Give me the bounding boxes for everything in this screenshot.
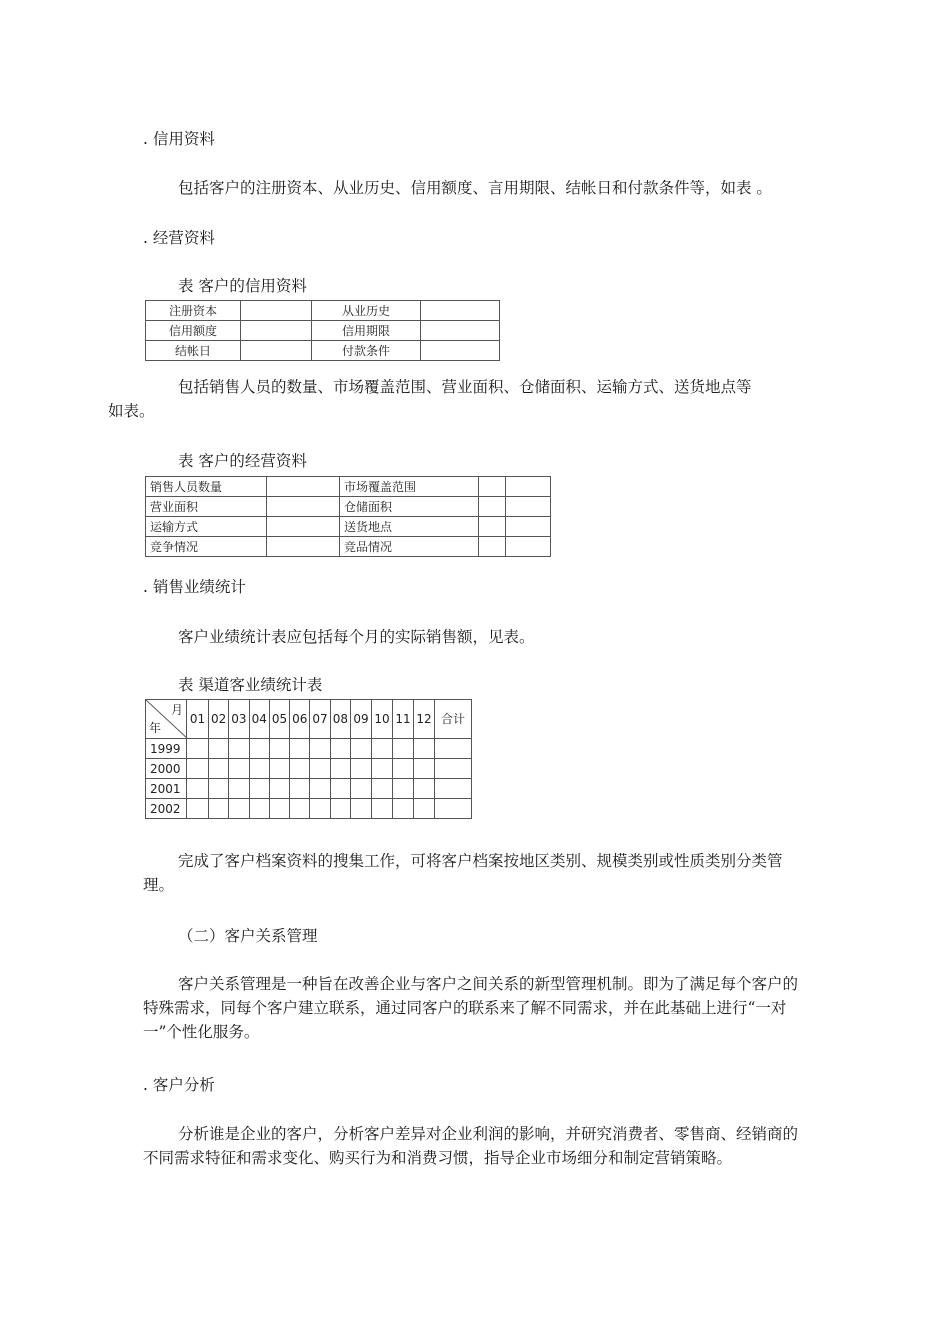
table-cell: 结帐日 xyxy=(146,341,241,361)
table-cell xyxy=(310,779,330,799)
operations-heading: . 经营资料 xyxy=(143,229,215,247)
table-cell xyxy=(413,779,434,799)
table-cell xyxy=(479,497,506,517)
table-cell xyxy=(392,759,413,779)
table-cell: 销售人员数量 xyxy=(146,477,267,497)
analysis-paragraph: 分析谁是企业的客户，分析客户差异对企业利润的影响，并研究消费者、零售商、经销商的不同需求特征和需求变化、购买行为和消费习惯，指导企业市场细分和制定营销策略。 xyxy=(143,1125,799,1167)
archive-paragraph: 完成了客户档案资料的搜集工作，可将客户档案按地区类别、规模类别或性质类别分类管理。 xyxy=(143,852,783,894)
operations-paragraph xyxy=(108,375,811,423)
table-cell xyxy=(371,779,392,799)
table-cell xyxy=(310,739,330,759)
table-cell xyxy=(249,739,269,759)
table-cell xyxy=(479,517,506,537)
table-cell xyxy=(413,739,434,759)
table-cell xyxy=(269,759,289,779)
table-cell xyxy=(241,301,312,321)
table-cell xyxy=(187,779,209,799)
table-cell xyxy=(479,537,506,557)
table-cell xyxy=(392,779,413,799)
sales-heading: . 销售业绩统计 xyxy=(143,578,246,596)
table-cell: 送货地点 xyxy=(340,517,479,537)
operations-paragraph-line2: 如表。 xyxy=(108,402,155,420)
table-cell xyxy=(350,799,371,819)
year-cell: 2000 xyxy=(146,759,187,779)
table-cell xyxy=(290,799,310,819)
table-cell xyxy=(506,477,551,497)
table-cell xyxy=(249,759,269,779)
table-row xyxy=(146,301,500,321)
table-cell: 竞品情况 xyxy=(340,537,479,557)
table-cell xyxy=(371,799,392,819)
month-header-cell: 01 xyxy=(187,700,209,739)
table-cell xyxy=(350,759,371,779)
table-row xyxy=(146,497,551,517)
table-cell xyxy=(229,799,249,819)
operations-table-caption: 表 客户的经营资料 xyxy=(178,452,307,470)
table-cell xyxy=(330,759,350,779)
table-cell xyxy=(249,779,269,799)
credit-table-caption: 表 客户的信用资料 xyxy=(178,277,307,295)
month-header-cell: 10 xyxy=(371,700,392,739)
sales-table-caption: 表 渠道客业绩统计表 xyxy=(178,676,323,694)
table-cell xyxy=(209,739,229,759)
table-row xyxy=(146,537,551,557)
table-cell xyxy=(506,497,551,517)
table-cell xyxy=(249,799,269,819)
table-cell xyxy=(187,799,209,819)
month-header-cell: 05 xyxy=(269,700,289,739)
table-cell xyxy=(310,759,330,779)
table-cell xyxy=(421,301,500,321)
table-cell xyxy=(506,537,551,557)
table-cell xyxy=(241,341,312,361)
table-cell xyxy=(229,759,249,779)
table-row xyxy=(146,321,500,341)
table-cell xyxy=(421,341,500,361)
table-cell xyxy=(267,537,340,557)
month-header-cell: 07 xyxy=(310,700,330,739)
month-header-cell: 09 xyxy=(350,700,371,739)
year-cell: 1999 xyxy=(146,739,187,759)
table-cell xyxy=(371,759,392,779)
month-header-cell: 03 xyxy=(229,700,249,739)
table-row xyxy=(146,341,500,361)
table-cell xyxy=(187,759,209,779)
table-cell xyxy=(290,739,310,759)
table-cell xyxy=(392,739,413,759)
month-header-cell: 02 xyxy=(209,700,229,739)
table-cell xyxy=(229,739,249,759)
sales-table xyxy=(145,699,472,819)
month-header-cell: 06 xyxy=(290,700,310,739)
sales-paragraph: 客户业绩统计表应包括每个月的实际销售额，见表。 xyxy=(178,628,535,646)
table-cell xyxy=(330,799,350,819)
table-cell xyxy=(290,779,310,799)
table-row xyxy=(146,779,472,799)
corner-year-label: 年 xyxy=(149,721,162,735)
table-cell xyxy=(330,739,350,759)
year-cell: 2002 xyxy=(146,799,187,819)
month-header-cell: 04 xyxy=(249,700,269,739)
table-cell xyxy=(241,321,312,341)
table-cell xyxy=(267,477,340,497)
table-cell xyxy=(506,517,551,537)
table-cell: 信用额度 xyxy=(146,321,241,341)
table-cell xyxy=(267,517,340,537)
crm-heading: （二）客户关系管理 xyxy=(178,927,318,945)
month-header-cell: 11 xyxy=(392,700,413,739)
operations-paragraph-line1: 包括销售人员的数量、市场覆盖范围、营业面积、仓储面积、运输方式、送货地点等 xyxy=(178,378,752,396)
table-cell xyxy=(290,759,310,779)
table-cell xyxy=(330,779,350,799)
table-row xyxy=(146,799,472,819)
table-row xyxy=(146,739,472,759)
table-cell xyxy=(209,799,229,819)
table-cell xyxy=(209,779,229,799)
table-cell: 营业面积 xyxy=(146,497,267,517)
table-cell xyxy=(434,759,471,779)
table-cell xyxy=(209,759,229,779)
table-cell xyxy=(229,779,249,799)
table-cell xyxy=(350,739,371,759)
table-header-row xyxy=(146,700,472,739)
corner-month-label: 月 xyxy=(170,703,183,717)
table-cell xyxy=(310,799,330,819)
credit-heading: . 信用资料 xyxy=(143,130,215,148)
table-cell: 竞争情况 xyxy=(146,537,267,557)
table-cell: 注册资本 xyxy=(146,301,241,321)
year-cell: 2001 xyxy=(146,779,187,799)
table-cell xyxy=(392,799,413,819)
table-cell: 运输方式 xyxy=(146,517,267,537)
table-cell xyxy=(269,799,289,819)
table-cell xyxy=(434,739,471,759)
table-cell xyxy=(371,739,392,759)
table-corner-cell xyxy=(146,700,187,739)
table-cell xyxy=(187,739,209,759)
table-cell: 市场覆盖范围 xyxy=(340,477,479,497)
table-cell xyxy=(434,799,471,819)
table-cell xyxy=(267,497,340,517)
table-cell xyxy=(269,779,289,799)
table-cell: 信用期限 xyxy=(312,321,421,341)
table-cell xyxy=(413,759,434,779)
table-cell: 仓储面积 xyxy=(340,497,479,517)
table-cell xyxy=(434,779,471,799)
credit-paragraph: 包括客户的注册资本、从业历史、信用额度、言用期限、结帐日和付款条件等，如表 。 xyxy=(178,179,772,197)
total-header-cell: 合计 xyxy=(434,700,471,739)
table-cell xyxy=(269,739,289,759)
table-row xyxy=(146,477,551,497)
operations-table xyxy=(145,476,551,557)
crm-paragraph: 客户关系管理是一种旨在改善企业与客户之间关系的新型管理机制。即为了满足每个客户的特殊需求，同每个客户建立联系，通过同客户的联系来了解不同需求，并在此基础上进行“一对一”个性化服务。 xyxy=(143,975,799,1041)
month-header-cell: 12 xyxy=(413,700,434,739)
month-header-cell: 08 xyxy=(330,700,350,739)
table-cell: 从业历史 xyxy=(312,301,421,321)
table-row xyxy=(146,517,551,537)
table-cell xyxy=(350,779,371,799)
table-cell xyxy=(479,477,506,497)
table-cell xyxy=(413,799,434,819)
analysis-heading: . 客户分析 xyxy=(143,1076,215,1094)
table-cell xyxy=(421,321,500,341)
table-row xyxy=(146,759,472,779)
table-cell: 付款条件 xyxy=(312,341,421,361)
credit-table xyxy=(145,300,500,361)
